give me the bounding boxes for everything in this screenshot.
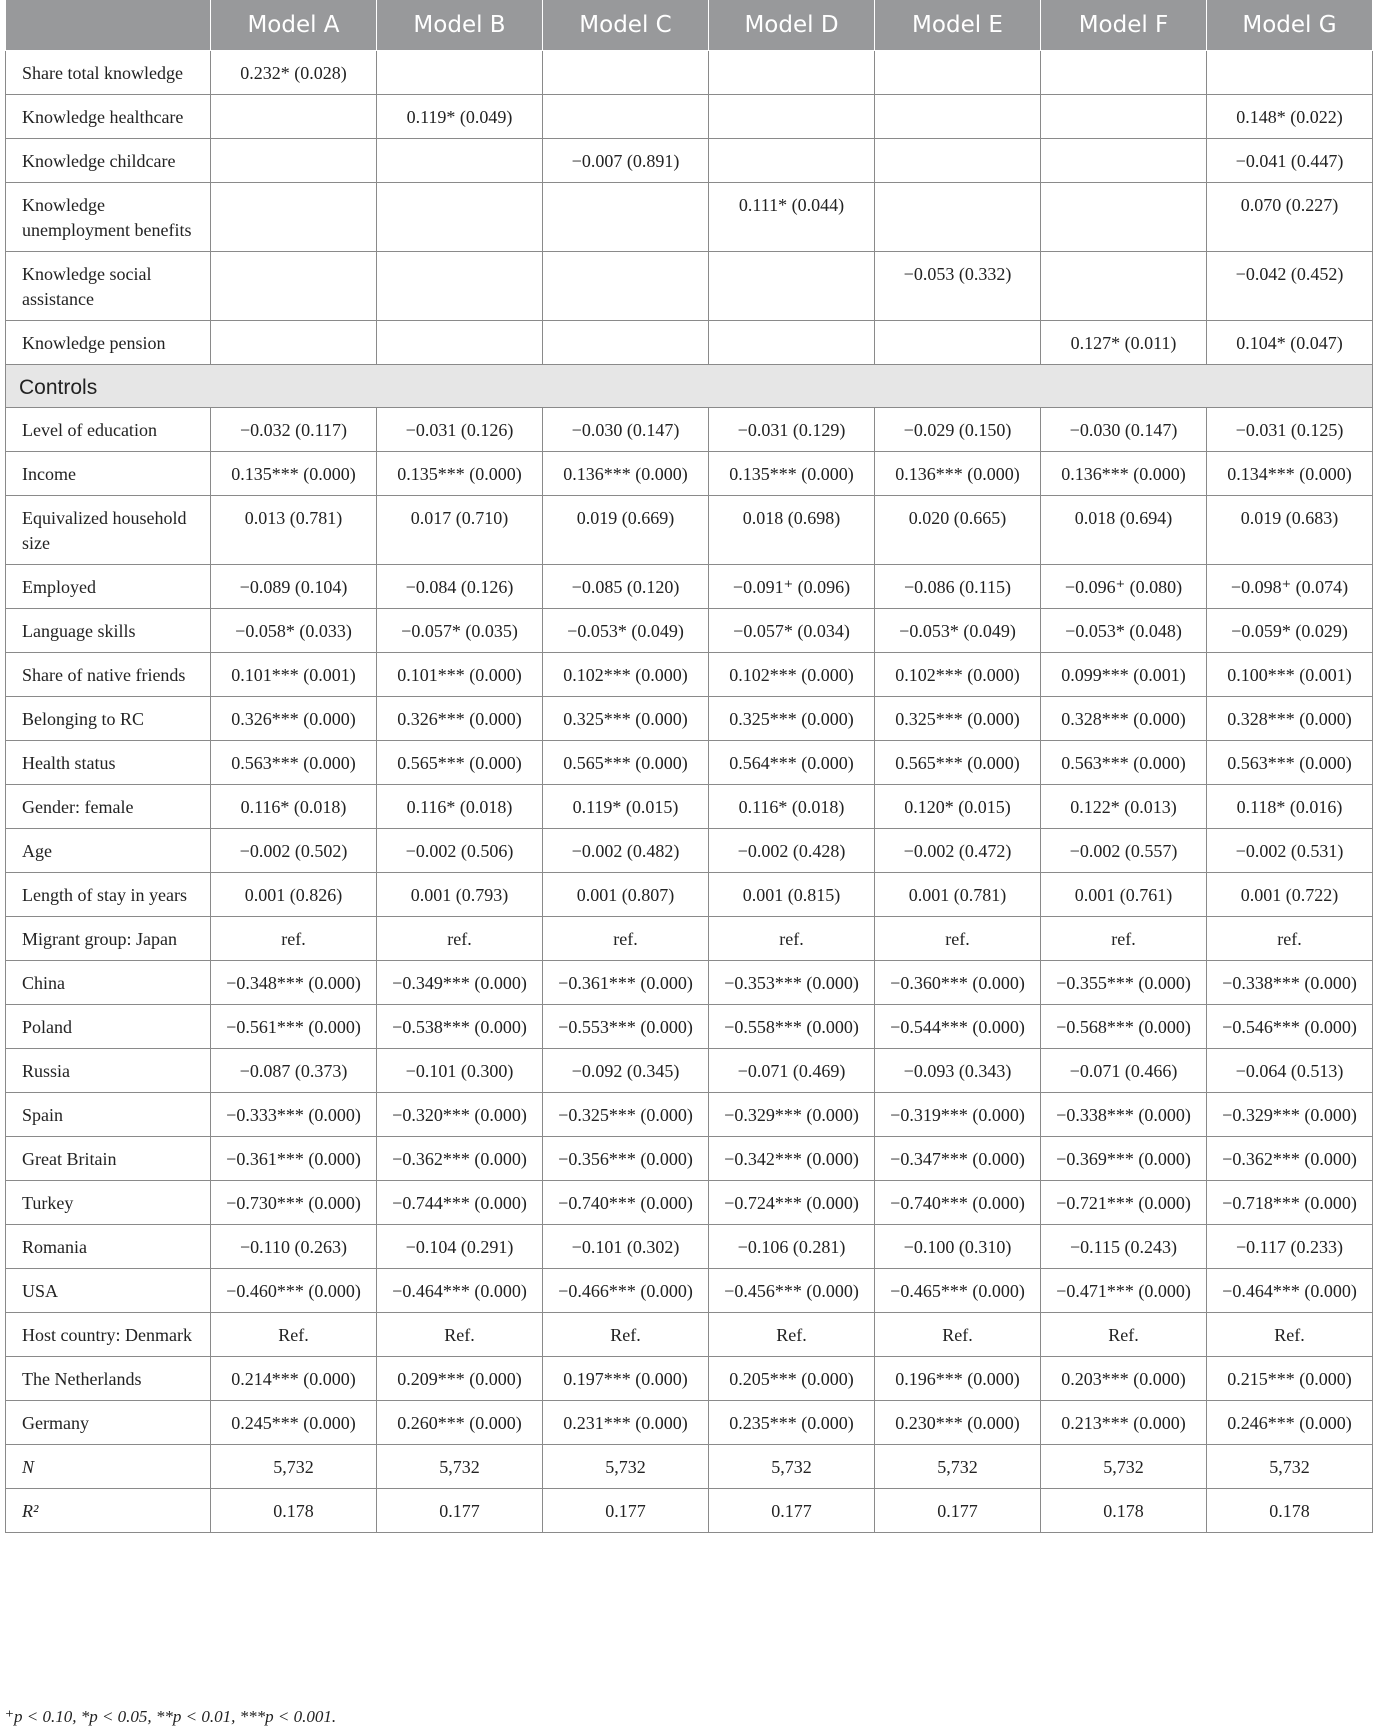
table-cell: 0.136*** (0.000) bbox=[543, 452, 709, 496]
table-cell: 0.328*** (0.000) bbox=[1207, 697, 1373, 741]
table-cell: −0.059* (0.029) bbox=[1207, 609, 1373, 653]
table-cell: −0.042 (0.452) bbox=[1207, 252, 1373, 321]
table-row bbox=[6, 95, 1373, 139]
row-label: Share total knowledge bbox=[6, 51, 211, 95]
table-cell bbox=[377, 321, 543, 365]
table-cell bbox=[543, 252, 709, 321]
table-cell: 0.135*** (0.000) bbox=[377, 452, 543, 496]
row-label: Germany bbox=[6, 1401, 211, 1445]
row-label: Knowledge healthcare bbox=[6, 95, 211, 139]
table-cell: −0.355*** (0.000) bbox=[1041, 961, 1207, 1005]
row-label: Share of native friends bbox=[6, 653, 211, 697]
header-model-a: Model A bbox=[211, 0, 377, 51]
significance-footnote: ⁺p < 0.10, *p < 0.05, **p < 0.01, ***p < 0.001. bbox=[5, 1707, 337, 1726]
table-row bbox=[6, 829, 1373, 873]
table-cell: −0.002 (0.428) bbox=[709, 829, 875, 873]
table-row bbox=[6, 183, 1373, 252]
table-cell: −0.721*** (0.000) bbox=[1041, 1181, 1207, 1225]
table-cell bbox=[1041, 183, 1207, 252]
table-cell: −0.002 (0.472) bbox=[875, 829, 1041, 873]
table-cell bbox=[875, 139, 1041, 183]
table-cell: 0.260*** (0.000) bbox=[377, 1401, 543, 1445]
table-cell: 0.178 bbox=[1041, 1489, 1207, 1533]
table-row bbox=[6, 1005, 1373, 1049]
table-cell: −0.558*** (0.000) bbox=[709, 1005, 875, 1049]
table-cell: ref. bbox=[709, 917, 875, 961]
table-cell: −0.031 (0.126) bbox=[377, 408, 543, 452]
header-model-b: Model B bbox=[377, 0, 543, 51]
table-cell: 0.203*** (0.000) bbox=[1041, 1357, 1207, 1401]
table-cell bbox=[211, 183, 377, 252]
table-cell: Ref. bbox=[377, 1313, 543, 1357]
row-label: China bbox=[6, 961, 211, 1005]
table-cell: −0.349*** (0.000) bbox=[377, 961, 543, 1005]
row-label: N bbox=[6, 1445, 211, 1489]
table-cell: −0.325*** (0.000) bbox=[543, 1093, 709, 1137]
table-cell: −0.110 (0.263) bbox=[211, 1225, 377, 1269]
row-label: Belonging to RC bbox=[6, 697, 211, 741]
section-label: Controls bbox=[6, 365, 1373, 408]
section-row-controls bbox=[6, 365, 1373, 408]
table-cell: 0.116* (0.018) bbox=[211, 785, 377, 829]
table-cell: −0.100 (0.310) bbox=[875, 1225, 1041, 1269]
table-cell: 0.177 bbox=[875, 1489, 1041, 1533]
table-cell: −0.544*** (0.000) bbox=[875, 1005, 1041, 1049]
row-label: Equivalized household size bbox=[6, 496, 211, 565]
table-cell: 0.178 bbox=[1207, 1489, 1373, 1533]
table-cell: −0.031 (0.125) bbox=[1207, 408, 1373, 452]
table-cell: 5,732 bbox=[1207, 1445, 1373, 1489]
table-row bbox=[6, 496, 1373, 565]
table-cell: 0.134*** (0.000) bbox=[1207, 452, 1373, 496]
row-label: Language skills bbox=[6, 609, 211, 653]
table-cell: 0.020 (0.665) bbox=[875, 496, 1041, 565]
table-cell bbox=[709, 321, 875, 365]
table-cell: 0.135*** (0.000) bbox=[211, 452, 377, 496]
table-cell: 5,732 bbox=[709, 1445, 875, 1489]
table-cell: 0.231*** (0.000) bbox=[543, 1401, 709, 1445]
table-cell: −0.041 (0.447) bbox=[1207, 139, 1373, 183]
table-row bbox=[6, 1313, 1373, 1357]
table-cell: −0.104 (0.291) bbox=[377, 1225, 543, 1269]
table-cell: Ref. bbox=[1041, 1313, 1207, 1357]
table-cell: −0.101 (0.300) bbox=[377, 1049, 543, 1093]
row-label: USA bbox=[6, 1269, 211, 1313]
table-cell: Ref. bbox=[875, 1313, 1041, 1357]
table-cell bbox=[875, 95, 1041, 139]
table-cell: −0.348*** (0.000) bbox=[211, 961, 377, 1005]
table-cell: −0.101 (0.302) bbox=[543, 1225, 709, 1269]
table-cell: −0.053* (0.048) bbox=[1041, 609, 1207, 653]
table-cell: −0.002 (0.502) bbox=[211, 829, 377, 873]
table-cell: 0.178 bbox=[211, 1489, 377, 1533]
table-cell bbox=[709, 51, 875, 95]
regression-table bbox=[5, 0, 1373, 1533]
table-cell: −0.460*** (0.000) bbox=[211, 1269, 377, 1313]
table-cell: −0.087 (0.373) bbox=[211, 1049, 377, 1093]
table-cell: −0.089 (0.104) bbox=[211, 565, 377, 609]
table-row bbox=[6, 1049, 1373, 1093]
table-cell bbox=[377, 183, 543, 252]
table-cell: −0.546*** (0.000) bbox=[1207, 1005, 1373, 1049]
table-cell: 0.563*** (0.000) bbox=[1041, 741, 1207, 785]
table-cell: −0.361*** (0.000) bbox=[211, 1137, 377, 1181]
table-cell: ref. bbox=[1041, 917, 1207, 961]
table-cell: −0.338*** (0.000) bbox=[1041, 1093, 1207, 1137]
table-cell: −0.561*** (0.000) bbox=[211, 1005, 377, 1049]
table-cell: 0.018 (0.698) bbox=[709, 496, 875, 565]
row-label: Knowledge social assistance bbox=[6, 252, 211, 321]
header-corner bbox=[6, 0, 211, 51]
table-cell bbox=[211, 321, 377, 365]
row-label: Level of education bbox=[6, 408, 211, 452]
table-row bbox=[6, 1357, 1373, 1401]
table-cell: −0.058* (0.033) bbox=[211, 609, 377, 653]
table-cell: 0.001 (0.807) bbox=[543, 873, 709, 917]
table-row bbox=[6, 1181, 1373, 1225]
table-cell: 0.325*** (0.000) bbox=[875, 697, 1041, 741]
row-label: R² bbox=[6, 1489, 211, 1533]
row-label: Russia bbox=[6, 1049, 211, 1093]
table-cell bbox=[709, 139, 875, 183]
table-cell: ref. bbox=[1207, 917, 1373, 961]
table-cell: 0.215*** (0.000) bbox=[1207, 1357, 1373, 1401]
table-cell: −0.553*** (0.000) bbox=[543, 1005, 709, 1049]
table-cell bbox=[543, 51, 709, 95]
table-cell: 0.001 (0.722) bbox=[1207, 873, 1373, 917]
table-row bbox=[6, 408, 1373, 452]
table-cell: 0.197*** (0.000) bbox=[543, 1357, 709, 1401]
table-cell: −0.053 (0.332) bbox=[875, 252, 1041, 321]
table-cell: 0.563*** (0.000) bbox=[1207, 741, 1373, 785]
table-cell: −0.002 (0.557) bbox=[1041, 829, 1207, 873]
table-cell: −0.360*** (0.000) bbox=[875, 961, 1041, 1005]
table-cell: −0.093 (0.343) bbox=[875, 1049, 1041, 1093]
table-cell bbox=[1041, 95, 1207, 139]
table-cell: −0.031 (0.129) bbox=[709, 408, 875, 452]
table-row bbox=[6, 1225, 1373, 1269]
table-cell: 0.177 bbox=[709, 1489, 875, 1533]
table-cell: 0.018 (0.694) bbox=[1041, 496, 1207, 565]
table-cell bbox=[211, 139, 377, 183]
table-row bbox=[6, 741, 1373, 785]
table-cell: 0.013 (0.781) bbox=[211, 496, 377, 565]
row-label: Poland bbox=[6, 1005, 211, 1049]
table-cell: −0.740*** (0.000) bbox=[875, 1181, 1041, 1225]
table-cell: 0.119* (0.049) bbox=[377, 95, 543, 139]
table-cell bbox=[377, 252, 543, 321]
table-row bbox=[6, 252, 1373, 321]
table-cell: 0.136*** (0.000) bbox=[1041, 452, 1207, 496]
table-cell: −0.320*** (0.000) bbox=[377, 1093, 543, 1137]
table-cell: 0.116* (0.018) bbox=[709, 785, 875, 829]
table-cell: 0.196*** (0.000) bbox=[875, 1357, 1041, 1401]
table-row bbox=[6, 1269, 1373, 1313]
table-body bbox=[6, 51, 1373, 1533]
table-cell: −0.353*** (0.000) bbox=[709, 961, 875, 1005]
table-cell: 0.102*** (0.000) bbox=[543, 653, 709, 697]
table-cell: −0.106 (0.281) bbox=[709, 1225, 875, 1269]
row-label: Spain bbox=[6, 1093, 211, 1137]
table-cell: 0.111* (0.044) bbox=[709, 183, 875, 252]
table-cell: 0.019 (0.683) bbox=[1207, 496, 1373, 565]
table-cell: −0.319*** (0.000) bbox=[875, 1093, 1041, 1137]
table-cell: −0.057* (0.035) bbox=[377, 609, 543, 653]
table-cell: 0.235*** (0.000) bbox=[709, 1401, 875, 1445]
table-cell: −0.030 (0.147) bbox=[543, 408, 709, 452]
table-cell: 0.135*** (0.000) bbox=[709, 452, 875, 496]
table-cell: 0.246*** (0.000) bbox=[1207, 1401, 1373, 1445]
table-cell: −0.085 (0.120) bbox=[543, 565, 709, 609]
table-cell: −0.538*** (0.000) bbox=[377, 1005, 543, 1049]
table-cell: 5,732 bbox=[377, 1445, 543, 1489]
table-cell: −0.115 (0.243) bbox=[1041, 1225, 1207, 1269]
table-cell: 0.099*** (0.001) bbox=[1041, 653, 1207, 697]
table-cell: 0.019 (0.669) bbox=[543, 496, 709, 565]
table-cell bbox=[1041, 252, 1207, 321]
table-row bbox=[6, 917, 1373, 961]
table-row bbox=[6, 609, 1373, 653]
table-cell: −0.002 (0.506) bbox=[377, 829, 543, 873]
table-row bbox=[6, 873, 1373, 917]
table-cell: 5,732 bbox=[1041, 1445, 1207, 1489]
table-cell: −0.053* (0.049) bbox=[875, 609, 1041, 653]
table-cell bbox=[875, 51, 1041, 95]
table-cell: Ref. bbox=[211, 1313, 377, 1357]
table-cell bbox=[543, 95, 709, 139]
table-cell: −0.471*** (0.000) bbox=[1041, 1269, 1207, 1313]
table-cell: −0.362*** (0.000) bbox=[1207, 1137, 1373, 1181]
table-cell bbox=[1041, 51, 1207, 95]
table-cell: −0.091⁺ (0.096) bbox=[709, 565, 875, 609]
table-cell: −0.466*** (0.000) bbox=[543, 1269, 709, 1313]
row-label: Gender: female bbox=[6, 785, 211, 829]
table-cell bbox=[1041, 139, 1207, 183]
table-cell: 0.001 (0.826) bbox=[211, 873, 377, 917]
table-row bbox=[6, 961, 1373, 1005]
table-cell: −0.361*** (0.000) bbox=[543, 961, 709, 1005]
table-row bbox=[6, 1093, 1373, 1137]
table-cell bbox=[543, 183, 709, 252]
table-cell: −0.329*** (0.000) bbox=[1207, 1093, 1373, 1137]
table-cell: −0.092 (0.345) bbox=[543, 1049, 709, 1093]
row-label: Migrant group: Japan bbox=[6, 917, 211, 961]
table-row bbox=[6, 452, 1373, 496]
table-cell: −0.071 (0.469) bbox=[709, 1049, 875, 1093]
header-model-c: Model C bbox=[543, 0, 709, 51]
table-row bbox=[6, 321, 1373, 365]
row-label: Great Britain bbox=[6, 1137, 211, 1181]
table-cell: 5,732 bbox=[211, 1445, 377, 1489]
table-row bbox=[6, 1137, 1373, 1181]
table-cell: 5,732 bbox=[875, 1445, 1041, 1489]
table-cell: 0.148* (0.022) bbox=[1207, 95, 1373, 139]
table-cell: −0.057* (0.034) bbox=[709, 609, 875, 653]
row-label: Age bbox=[6, 829, 211, 873]
table-cell: −0.342*** (0.000) bbox=[709, 1137, 875, 1181]
table-cell: 0.136*** (0.000) bbox=[875, 452, 1041, 496]
table-cell: 0.326*** (0.000) bbox=[211, 697, 377, 741]
table-cell: 0.325*** (0.000) bbox=[543, 697, 709, 741]
table-cell: −0.071 (0.466) bbox=[1041, 1049, 1207, 1093]
table-cell: −0.464*** (0.000) bbox=[377, 1269, 543, 1313]
table-cell: −0.724*** (0.000) bbox=[709, 1181, 875, 1225]
row-label: Host country: Denmark bbox=[6, 1313, 211, 1357]
row-label: Turkey bbox=[6, 1181, 211, 1225]
table-cell: 0.127* (0.011) bbox=[1041, 321, 1207, 365]
table-cell: 0.102*** (0.000) bbox=[875, 653, 1041, 697]
table-cell: ref. bbox=[211, 917, 377, 961]
header-row bbox=[6, 0, 1373, 51]
table-cell: 0.119* (0.015) bbox=[543, 785, 709, 829]
table-row bbox=[6, 697, 1373, 741]
table-cell: −0.064 (0.513) bbox=[1207, 1049, 1373, 1093]
table-cell: 0.104* (0.047) bbox=[1207, 321, 1373, 365]
table-cell: −0.347*** (0.000) bbox=[875, 1137, 1041, 1181]
table-cell: −0.086 (0.115) bbox=[875, 565, 1041, 609]
table-cell: −0.084 (0.126) bbox=[377, 565, 543, 609]
table-cell: 0.116* (0.018) bbox=[377, 785, 543, 829]
row-label: Employed bbox=[6, 565, 211, 609]
table-cell: 0.177 bbox=[543, 1489, 709, 1533]
row-label: Health status bbox=[6, 741, 211, 785]
row-label: Knowledge unemployment benefits bbox=[6, 183, 211, 252]
table-row bbox=[6, 51, 1373, 95]
table-cell bbox=[875, 321, 1041, 365]
table-cell: 0.100*** (0.001) bbox=[1207, 653, 1373, 697]
table-cell: 0.122* (0.013) bbox=[1041, 785, 1207, 829]
row-label: Length of stay in years bbox=[6, 873, 211, 917]
table-cell: 0.001 (0.781) bbox=[875, 873, 1041, 917]
table-cell: 0.101*** (0.000) bbox=[377, 653, 543, 697]
table-cell: −0.030 (0.147) bbox=[1041, 408, 1207, 452]
table-cell: −0.117 (0.233) bbox=[1207, 1225, 1373, 1269]
table-cell: 0.565*** (0.000) bbox=[875, 741, 1041, 785]
table-cell: 0.120* (0.015) bbox=[875, 785, 1041, 829]
table-cell bbox=[875, 183, 1041, 252]
header-model-g: Model G bbox=[1207, 0, 1373, 51]
table-cell: 0.565*** (0.000) bbox=[377, 741, 543, 785]
table-cell: −0.369*** (0.000) bbox=[1041, 1137, 1207, 1181]
table-cell: −0.007 (0.891) bbox=[543, 139, 709, 183]
table-cell: −0.096⁺ (0.080) bbox=[1041, 565, 1207, 609]
table-cell: 5,732 bbox=[543, 1445, 709, 1489]
table-cell: −0.338*** (0.000) bbox=[1207, 961, 1373, 1005]
table-cell: ref. bbox=[377, 917, 543, 961]
table-cell: −0.002 (0.531) bbox=[1207, 829, 1373, 873]
table-cell: 0.101*** (0.001) bbox=[211, 653, 377, 697]
table-cell: −0.456*** (0.000) bbox=[709, 1269, 875, 1313]
table-row bbox=[6, 653, 1373, 697]
table-cell: −0.744*** (0.000) bbox=[377, 1181, 543, 1225]
regression-table-container bbox=[5, 0, 1371, 1533]
table-cell: −0.464*** (0.000) bbox=[1207, 1269, 1373, 1313]
table-row bbox=[6, 565, 1373, 609]
table-cell: 0.177 bbox=[377, 1489, 543, 1533]
table-cell: 0.017 (0.710) bbox=[377, 496, 543, 565]
table-cell: 0.070 (0.227) bbox=[1207, 183, 1373, 252]
table-cell bbox=[377, 139, 543, 183]
table-cell: 0.205*** (0.000) bbox=[709, 1357, 875, 1401]
table-row bbox=[6, 1489, 1373, 1533]
table-cell: 0.230*** (0.000) bbox=[875, 1401, 1041, 1445]
table-cell: 0.325*** (0.000) bbox=[709, 697, 875, 741]
row-label: Knowledge childcare bbox=[6, 139, 211, 183]
table-cell bbox=[211, 252, 377, 321]
table-cell: 0.001 (0.815) bbox=[709, 873, 875, 917]
table-cell: −0.465*** (0.000) bbox=[875, 1269, 1041, 1313]
row-label: The Netherlands bbox=[6, 1357, 211, 1401]
table-cell: 0.209*** (0.000) bbox=[377, 1357, 543, 1401]
table-cell: 0.001 (0.761) bbox=[1041, 873, 1207, 917]
table-cell: Ref. bbox=[709, 1313, 875, 1357]
table-cell: −0.362*** (0.000) bbox=[377, 1137, 543, 1181]
table-cell: −0.568*** (0.000) bbox=[1041, 1005, 1207, 1049]
table-cell: ref. bbox=[543, 917, 709, 961]
table-row bbox=[6, 1445, 1373, 1489]
table-cell: −0.718*** (0.000) bbox=[1207, 1181, 1373, 1225]
table-cell bbox=[211, 95, 377, 139]
table-cell: −0.002 (0.482) bbox=[543, 829, 709, 873]
table-cell bbox=[1207, 51, 1373, 95]
table-cell: Ref. bbox=[1207, 1313, 1373, 1357]
table-cell: 0.102*** (0.000) bbox=[709, 653, 875, 697]
table-cell bbox=[709, 252, 875, 321]
table-cell: 0.245*** (0.000) bbox=[211, 1401, 377, 1445]
table-cell: 0.563*** (0.000) bbox=[211, 741, 377, 785]
table-cell: −0.032 (0.117) bbox=[211, 408, 377, 452]
table-cell: 0.118* (0.016) bbox=[1207, 785, 1373, 829]
table-cell bbox=[377, 51, 543, 95]
table-cell: 0.001 (0.793) bbox=[377, 873, 543, 917]
table-cell: 0.328*** (0.000) bbox=[1041, 697, 1207, 741]
table-cell: −0.029 (0.150) bbox=[875, 408, 1041, 452]
table-row bbox=[6, 785, 1373, 829]
table-row bbox=[6, 139, 1373, 183]
table-cell: −0.730*** (0.000) bbox=[211, 1181, 377, 1225]
table-cell: −0.329*** (0.000) bbox=[709, 1093, 875, 1137]
table-cell: 0.213*** (0.000) bbox=[1041, 1401, 1207, 1445]
table-cell: 0.326*** (0.000) bbox=[377, 697, 543, 741]
header-model-f: Model F bbox=[1041, 0, 1207, 51]
table-cell: ref. bbox=[875, 917, 1041, 961]
table-cell: −0.053* (0.049) bbox=[543, 609, 709, 653]
table-cell: 0.232* (0.028) bbox=[211, 51, 377, 95]
row-label: Romania bbox=[6, 1225, 211, 1269]
table-row bbox=[6, 1401, 1373, 1445]
table-cell: 0.565*** (0.000) bbox=[543, 741, 709, 785]
header-model-d: Model D bbox=[709, 0, 875, 51]
row-label: Knowledge pension bbox=[6, 321, 211, 365]
table-cell: −0.333*** (0.000) bbox=[211, 1093, 377, 1137]
table-cell bbox=[543, 321, 709, 365]
table-cell: 0.564*** (0.000) bbox=[709, 741, 875, 785]
table-cell: −0.740*** (0.000) bbox=[543, 1181, 709, 1225]
table-cell: −0.356*** (0.000) bbox=[543, 1137, 709, 1181]
row-label: Income bbox=[6, 452, 211, 496]
header-model-e: Model E bbox=[875, 0, 1041, 51]
table-cell bbox=[709, 95, 875, 139]
table-cell: 0.214*** (0.000) bbox=[211, 1357, 377, 1401]
table-cell: Ref. bbox=[543, 1313, 709, 1357]
table-cell: −0.098⁺ (0.074) bbox=[1207, 565, 1373, 609]
